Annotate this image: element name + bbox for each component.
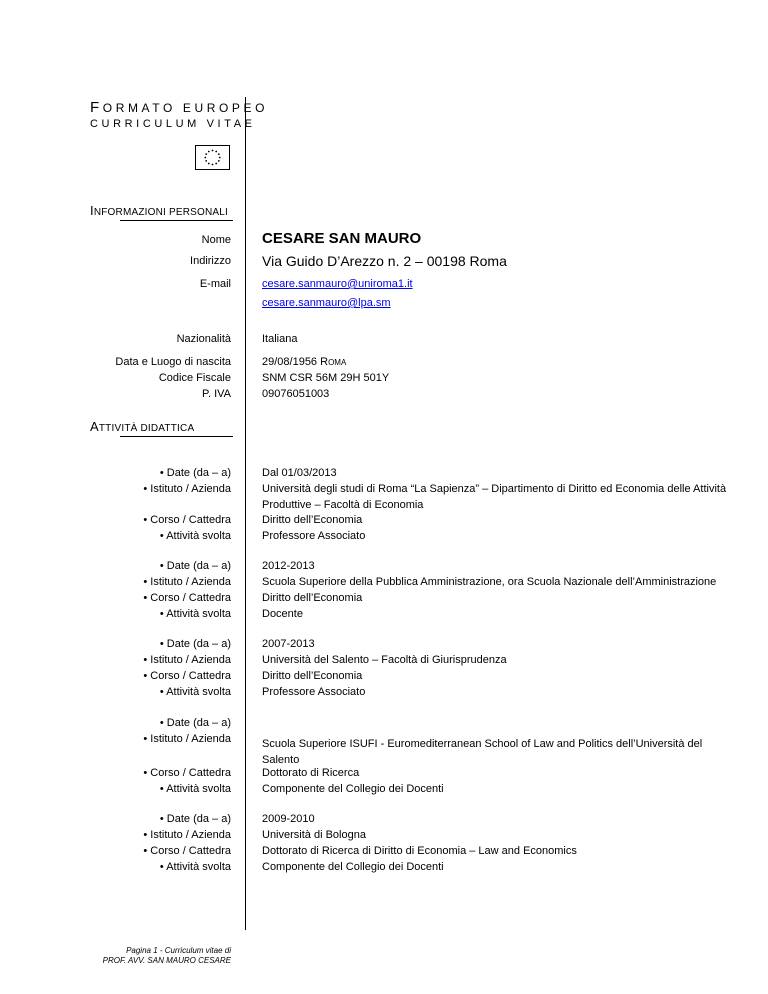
entry-course: Dottorato di Ricerca <box>262 767 360 779</box>
course-label: • Corso / Cattedra <box>143 845 231 857</box>
activity-label: • Attività svolta <box>159 783 231 795</box>
course-label: • Corso / Cattedra <box>143 767 231 779</box>
course-label: • Corso / Cattedra <box>143 670 231 682</box>
entry-institute: Università di Bologna <box>262 829 366 841</box>
entry-activity: Docente <box>262 608 303 620</box>
address-value: Via Guido D’Arezzo n. 2 – 00198 Roma <box>262 253 507 269</box>
entry-activity: Componente del Collegio dei Docenti <box>262 861 444 873</box>
email-link-1[interactable]: cesare.sanmauro@uniroma1.it <box>262 278 413 290</box>
institute-label: • Istituto / Azienda <box>143 829 231 841</box>
entry-institute: Università degli studi di Roma “La Sapienza” – Dipartimento di Diritto ed Economia delle Attività Produttive – Facoltà di Economia <box>262 483 727 511</box>
institute-label: • Istituto / Azienda <box>143 654 231 666</box>
entry-activity: Professore Associato <box>262 686 366 698</box>
section-title-personal: INFORMAZIONI PERSONALI <box>90 203 229 218</box>
course-label: • Corso / Cattedra <box>143 592 231 604</box>
entry-institute: Università del Salento – Facoltà di Giurisprudenza <box>262 654 507 666</box>
activity-label: • Attività svolta <box>159 608 231 620</box>
entry-course: Diritto dell’Economia <box>262 514 363 526</box>
section-title-teaching: ATTIVITÀ DIDATTICA <box>90 419 195 434</box>
date-label: • Date (da – a) <box>159 638 231 650</box>
entry-course: Dottorato di Ricerca di Diritto di Economia – Law and Economics <box>262 845 577 857</box>
email-link-2[interactable]: cesare.sanmauro@lpa.sm <box>262 297 391 309</box>
activity-label: • Attività svolta <box>159 861 231 873</box>
person-name: CESARE SAN MAURO <box>262 230 422 247</box>
entry-date: 2007-2013 <box>262 638 315 650</box>
institute-label: • Istituto / Azienda <box>143 576 231 588</box>
entry-date: Dal 01/03/2013 <box>262 467 337 479</box>
entry-institute: Scuola Superiore della Pubblica Amministrazione, ora Scuola Nazionale dell’Amministrazione <box>262 576 717 588</box>
date-label: • Date (da – a) <box>159 560 231 572</box>
course-label: • Corso / Cattedra <box>143 514 231 526</box>
entry-institute: Scuola Superiore ISUFI - Euromediterranean School of Law and Politics dell’Università del Salento <box>262 738 703 766</box>
institute-label: • Istituto / Azienda <box>143 733 231 745</box>
birth-label: Data e Luogo di nascita <box>115 356 231 368</box>
entry-date: 2012-2013 <box>262 560 315 572</box>
section-underline <box>120 220 233 221</box>
date-label: • Date (da – a) <box>159 467 231 479</box>
document-title: FORMATO EUROPEO <box>90 99 269 116</box>
address-label: Indirizzo <box>190 255 231 267</box>
activity-label: • Attività svolta <box>159 686 231 698</box>
entry-date: 2009-2010 <box>262 813 315 825</box>
vat-value: 09076051003 <box>262 388 330 400</box>
nationality-label: Nazionalità <box>176 333 231 345</box>
vat-label: P. IVA <box>202 388 231 400</box>
fiscal-code-value: SNM CSR 56M 29H 501Y <box>262 372 390 384</box>
fiscal-code-label: Codice Fiscale <box>158 372 231 384</box>
email-label: E-mail <box>199 278 231 290</box>
date-label: • Date (da – a) <box>159 813 231 825</box>
entry-course: Diritto dell’Economia <box>262 592 363 604</box>
vertical-divider <box>245 97 246 930</box>
birth-value: 29/08/1956 ROMA <box>262 356 347 368</box>
name-label: Nome <box>201 234 231 246</box>
eu-flag-icon <box>195 145 230 170</box>
document-subtitle: CURRICULUM VITAE <box>90 118 256 130</box>
entry-activity: Componente del Collegio dei Docenti <box>262 783 444 795</box>
date-label: • Date (da – a) <box>159 717 231 729</box>
page-footer: Pagina 1 - Curriculum vitae di PROF. AVV. SAN MAURO CESARE <box>102 946 231 965</box>
nationality-value: Italiana <box>262 333 298 345</box>
activity-label: • Attività svolta <box>159 530 231 542</box>
institute-label: • Istituto / Azienda <box>143 483 231 495</box>
entry-activity: Professore Associato <box>262 530 366 542</box>
entry-course: Diritto dell’Economia <box>262 670 363 682</box>
section-underline <box>120 436 233 437</box>
